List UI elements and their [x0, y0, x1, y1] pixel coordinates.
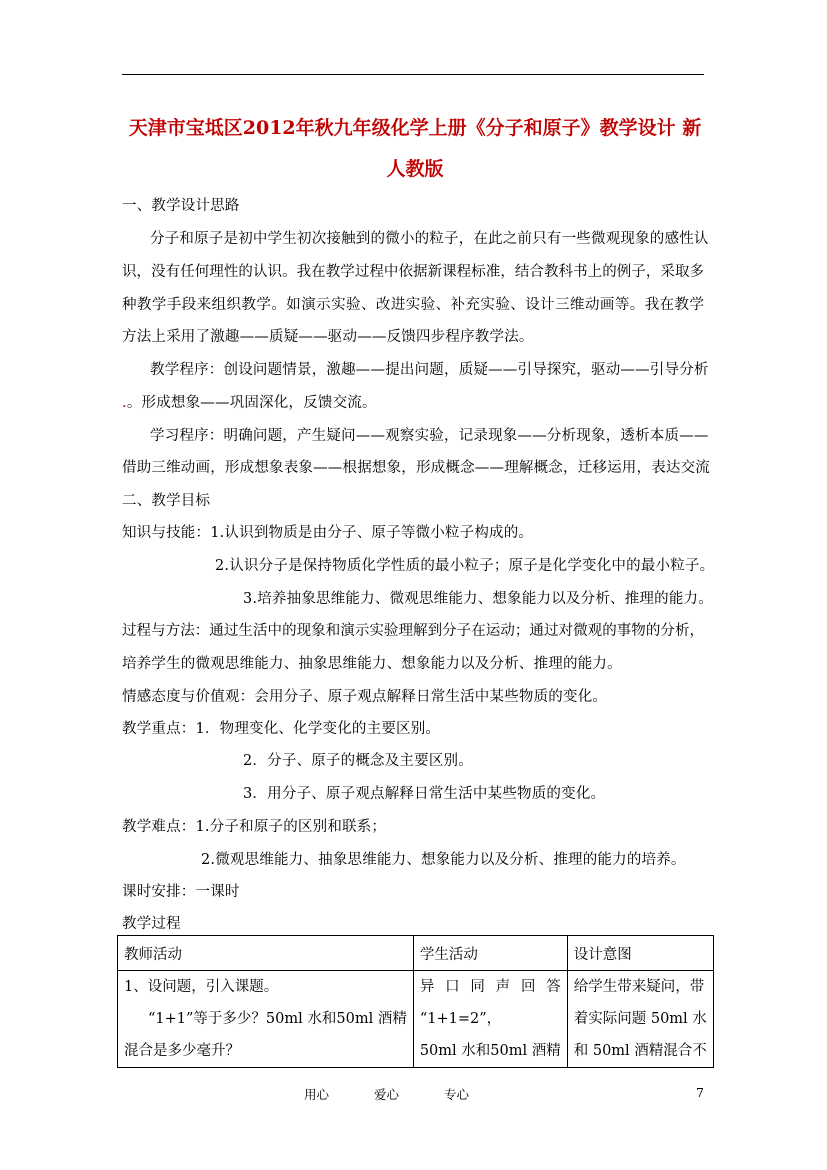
- table-cell-intent: [567, 971, 713, 1068]
- objective-line: 3.培养抽象思维能力、微观思维能力、想象能力以及分析、推理的能力。: [243, 591, 713, 607]
- keypoint-line: 教学重点：1．物理变化、化学变化的主要区别。: [122, 721, 441, 737]
- section1-heading: 一、教学设计思路: [122, 198, 240, 214]
- cell-line: 着实际问题 50ml 水: [573, 1011, 707, 1027]
- table-header-row: [118, 936, 714, 971]
- table-header-cell: 教师活动: [118, 936, 414, 971]
- table-header-cell: 设计意图: [567, 936, 713, 971]
- table-cell-student: [413, 971, 567, 1068]
- table-row: [118, 971, 714, 1068]
- objective-line: 知识与技能：1.认识到物质是由分子、原子等微小粒子构成的。: [122, 525, 534, 541]
- cell-line: “1+1”等于多少？50ml 水和50ml 酒精: [148, 1011, 407, 1027]
- keypoint-line: 3．用分子、原子观点解释日常生活中某些物质的变化。: [243, 786, 606, 802]
- footer-motto: 爱心: [374, 1087, 400, 1102]
- page-number: 7: [696, 1085, 704, 1100]
- difficulty-line: 2.微观思维能力、抽象思维能力、想象能力以及分析、推理的能力的培养。: [201, 852, 686, 868]
- objective-line: 过程与方法：通过生活中的现象和演示实验理解到分子在运动；通过对微观的事物的分析，: [122, 623, 704, 639]
- paragraph-line: 学习程序：明确问题，产生疑问——观察实验，记录现象——分析现象，透析本质——: [150, 428, 709, 444]
- difficulty-line: 教学难点：1.分子和原子的区别和联系；: [122, 819, 387, 835]
- paragraph-line: [122, 391, 377, 412]
- table-header-cell: 学生活动: [413, 936, 567, 971]
- paragraph-line: 分子和原子是初中学生初次接触到的微小的粒子，在此之前只有一些微观现象的感性认: [150, 231, 709, 247]
- cell-line: 50ml 水和50ml 酒精: [419, 1043, 561, 1059]
- objective-line: 情感态度与价值观：会用分子、原子观点解释日常生活中某些物质的变化。: [122, 689, 608, 705]
- teaching-process-table: [117, 935, 714, 1068]
- paragraph-line: 识，没有任何理性的认识。我在教学过程中依据新课程标准，结合教科书上的例子，采取多: [122, 264, 704, 280]
- paragraph-line: 种教学手段来组织教学。如演示实验、改进实验、补充实验、设计三维动画等。我在教学: [122, 297, 704, 313]
- cell-line: “1+1=2”，: [419, 1011, 502, 1027]
- red-dot-mark: .: [122, 395, 127, 411]
- cell-line: 和 50ml 酒精混合不: [573, 1043, 707, 1059]
- footer-motto: 用心: [304, 1087, 330, 1102]
- paragraph-line: 借助三维动画，形成想象表象——根据想象，形成概念——理解概念，迁移运用，表达交流: [122, 460, 710, 476]
- objective-line: 培养学生的微观思维能力、抽象思维能力、想象能力以及分析、推理的能力。: [122, 656, 622, 672]
- doc-title-line-2: 人教版: [386, 158, 444, 180]
- footer-motto: 专心: [444, 1087, 470, 1102]
- keypoint-line: 2．分子、原子的概念及主要区别。: [243, 753, 473, 769]
- paragraph-line: 教学程序：创设问题情景，激趣——提出问题，质疑——引导探究，驱动——引导分析: [150, 362, 709, 378]
- paragraph-line: 方法上采用了激趣——质疑——驱动——反馈四步程序教学法。: [122, 329, 534, 345]
- schedule-line: 课时安排：一课时: [122, 884, 240, 900]
- cell-line: 混合是多少毫升？: [124, 1043, 240, 1059]
- section2-heading: 二、教学目标: [122, 493, 211, 509]
- objective-line: 2.认识分子是保持物质化学性质的最小粒子；原子是化学变化中的最小粒子。: [215, 558, 715, 574]
- paragraph-text: 。形成想象——巩固深化，反馈交流。: [126, 395, 377, 411]
- doc-title-line-1: 天津市宝坻区2012年秋九年级化学上册《分子和原子》教学设计 新: [128, 117, 702, 139]
- cell-line: 给学生带来疑问，带: [573, 979, 705, 995]
- cell-line: 异 口 同 声 回 答: [419, 979, 561, 995]
- process-heading: 教学过程: [122, 916, 181, 932]
- table-cell-teacher: [118, 971, 414, 1068]
- cell-line: 1、设问题，引入课题。: [124, 979, 279, 995]
- header-rule: [122, 74, 704, 75]
